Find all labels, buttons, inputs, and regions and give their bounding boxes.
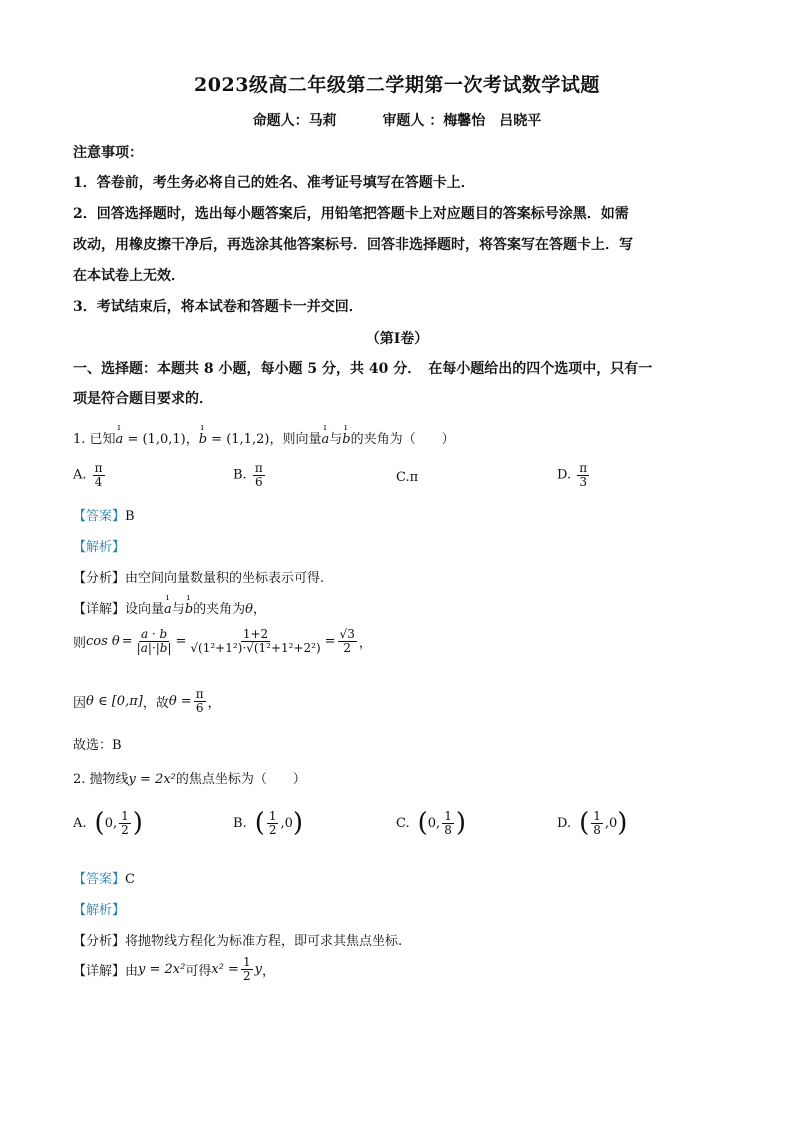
equals-sign: = <box>324 633 336 649</box>
detail-pre: 由 <box>125 963 139 979</box>
option-label: B. <box>233 467 247 483</box>
fraction-denominator: 6 <box>254 474 263 489</box>
q2-option-d: D. ( $\frac{1}{8}$ ,0 ) <box>557 808 628 838</box>
parabola-equation: y = 2x² <box>128 772 176 787</box>
fraction-numerator: π <box>254 461 263 475</box>
fraction-theta <box>194 688 206 714</box>
detail-label: 【详解】 <box>73 602 126 617</box>
page-title: 2023级高二年级第二学期第一次考试数学试题 <box>194 74 600 96</box>
q1-choose: 故选：B <box>73 738 122 753</box>
volume-heading: （第Ⅰ卷） <box>365 331 429 347</box>
q1-stem-mid: ，则向量 <box>269 432 322 447</box>
part1-instruction-line1: 一、选择题：本题共 8 小题，每小题 5 分，共 40 分． 在每小题给出的四个选项中，只有一 <box>73 361 653 377</box>
fraction-dot-product <box>135 628 174 654</box>
answer-value: C <box>125 872 135 887</box>
detail-text: 设向量 <box>125 602 165 617</box>
q1-prefix: 1. 已知 <box>73 432 116 447</box>
coord-post: ,0 <box>280 815 293 831</box>
fraction-denominator: 4 <box>94 474 103 489</box>
fraction-denominator: 2 <box>343 640 351 655</box>
fraction-numerator: 1 <box>593 808 601 823</box>
coord-post: ,0 <box>604 815 618 831</box>
vector-b: ı b <box>185 602 193 617</box>
because-text: 因 <box>73 695 87 711</box>
fraction-denominator: 2 <box>121 822 129 837</box>
option-label: A. <box>73 815 87 831</box>
fraction-denominator: |a|·|b| <box>136 640 172 655</box>
q1-mid-vector-a: ı a <box>321 432 329 447</box>
fraction-denominator: 3 <box>579 474 587 489</box>
q1-option-a <box>73 462 107 488</box>
fraction <box>591 810 603 836</box>
q2-option-b: B. ( $\frac{1}{2}$ ,0 ) <box>233 808 304 838</box>
detail-and: 与 <box>171 602 185 617</box>
notice-item-1: 1．答卷前，考生务必将自己的姓名、准考证号填写在答题卡上． <box>73 175 475 191</box>
theta-equals: θ = <box>168 693 192 709</box>
coord-pre: 0, <box>104 815 118 831</box>
coord-pre: 0, <box>427 815 441 831</box>
q1-b-value: = (1,1,2) <box>207 432 270 447</box>
notice-item-2-line3: 在本试卷上无效． <box>73 268 185 284</box>
fraction-numerator: 1 <box>268 808 277 823</box>
fraction-denominator: √(1²+1²)·√(1²+1²+2²) <box>190 640 321 655</box>
q1-mid-and: 与 <box>329 432 343 447</box>
option-label: A. <box>73 467 87 483</box>
fraction-numerator: a · b <box>140 627 168 641</box>
fenxi-label: 【分析】 <box>73 934 126 949</box>
fraction-numerator: π <box>94 461 103 475</box>
q1-option-b <box>233 462 267 488</box>
parabola-equation: y = 2x² <box>138 961 186 977</box>
x-squared: x² = <box>211 961 239 977</box>
detail-label: 【详解】 <box>73 963 126 979</box>
q1-detail <box>73 598 266 617</box>
fraction-numerator: 1 <box>444 808 452 823</box>
answer-value: B <box>125 509 135 524</box>
q1-conclusion <box>73 688 221 714</box>
answer-label: 【答案】 <box>73 872 126 887</box>
q1-separator: ， <box>185 432 199 447</box>
q1-answer <box>73 505 135 524</box>
q1-analysis-label: 【解析】 <box>73 540 126 555</box>
q1-a-value: = (1,0,1) <box>123 432 186 447</box>
q2-option-a: A. ( 0, $\frac{1}{2}$ ) <box>73 808 143 838</box>
fenxi-text: 由空间向量数量积的坐标表示可得. <box>125 571 325 586</box>
q1-stem-end: 的夹角为（ ） <box>350 432 455 447</box>
option-value: π <box>409 470 419 485</box>
fenxi-label: 【分析】 <box>73 571 126 586</box>
detail-end: ， <box>261 963 275 979</box>
detail-text-2: 的夹角为 <box>193 602 246 617</box>
fraction-numerator: 1 <box>121 808 129 823</box>
formula-comma: ， <box>358 635 372 651</box>
detail-comma: ， <box>252 602 266 617</box>
fraction-numerator: π <box>579 461 588 475</box>
q2-stem-end: 的焦点坐标为（ ） <box>175 772 306 787</box>
q1-fenxi <box>73 567 324 586</box>
fraction-denominator: 8 <box>593 822 601 837</box>
fraction-computation <box>188 628 322 654</box>
setter-label: 命题人：马莉 <box>252 113 337 129</box>
fraction <box>577 462 589 488</box>
fraction-denominator: 2 <box>268 822 277 837</box>
q1-stem <box>73 428 455 447</box>
fraction-denominator: 6 <box>195 700 204 715</box>
detail-mid: 可得 <box>185 963 212 979</box>
q2-detail <box>73 956 275 982</box>
cos-theta: cos θ <box>86 633 120 649</box>
authors-line <box>0 110 794 130</box>
fraction-denominator: 2 <box>242 968 251 983</box>
equals-sign: = <box>175 633 187 649</box>
notice-item-2-line1: 2．回答选择题时，选出每小题答案后，用铅笔把答题卡上对应题目的答案标号涂黑．如需 <box>73 206 629 222</box>
q2-option-c: C. ( 0, $\frac{1}{8}$ ) <box>396 808 466 838</box>
vector-a: ı a <box>116 432 124 447</box>
q2-stem <box>73 768 306 787</box>
notice-heading: 注意事项： <box>73 145 143 161</box>
option-label: D. <box>557 467 572 483</box>
answer-label: 【答案】 <box>73 509 126 524</box>
reviewer-label: 审题人 ：梅馨怡 吕晓平 <box>382 113 542 129</box>
equals-sign: = <box>121 633 133 649</box>
option-label: C. <box>396 470 410 485</box>
vector-a: ı a <box>164 602 172 617</box>
fraction-result <box>338 628 357 654</box>
fenxi-text: 将抛物线方程化为标准方程，即可求其焦点坐标. <box>125 934 403 949</box>
notice-item-3: 3．考试结束后，将本试卷和答题卡一并交回． <box>73 299 363 315</box>
fraction <box>93 462 105 488</box>
q2-fenxi <box>73 930 402 949</box>
q2-analysis-label: 【解析】 <box>73 903 126 918</box>
fraction <box>253 462 265 488</box>
q2-answer <box>73 868 135 887</box>
q2-prefix: 2. 抛物线 <box>73 772 129 787</box>
q1-mid-vector-b: ı b <box>342 432 350 447</box>
fraction <box>119 810 131 836</box>
fraction-denominator: 8 <box>444 822 452 837</box>
q1-cos-formula <box>73 628 372 654</box>
fraction <box>241 956 253 982</box>
fraction-numerator: 1 <box>242 955 251 969</box>
formula-then: 则 <box>73 635 87 651</box>
option-label: D. <box>557 815 572 831</box>
fraction-numerator: √3 <box>339 627 355 641</box>
fraction-numerator: 1+2 <box>242 627 269 641</box>
fraction-numerator: π <box>195 687 204 701</box>
part1-instruction-line2: 项是符合题目要求的． <box>73 391 213 407</box>
notice-item-2-line2: 改动，用橡皮擦干净后，再选涂其他答案标号．回答非选择题时，将答案写在答题卡上．写 <box>73 237 633 253</box>
q1-option-c <box>396 470 418 485</box>
vector-b: ı b <box>199 432 207 447</box>
option-label: C. <box>396 815 410 831</box>
theta-symbol: θ <box>245 602 253 617</box>
option-label: B. <box>233 815 247 831</box>
theta-range: θ ∈ [0,π] <box>86 693 143 709</box>
fraction <box>267 810 279 836</box>
fraction <box>442 810 454 836</box>
so-text: ，故 <box>142 695 169 711</box>
y-variable: y <box>254 961 262 977</box>
conclusion-comma: ， <box>207 695 221 711</box>
q1-option-d <box>557 462 591 488</box>
